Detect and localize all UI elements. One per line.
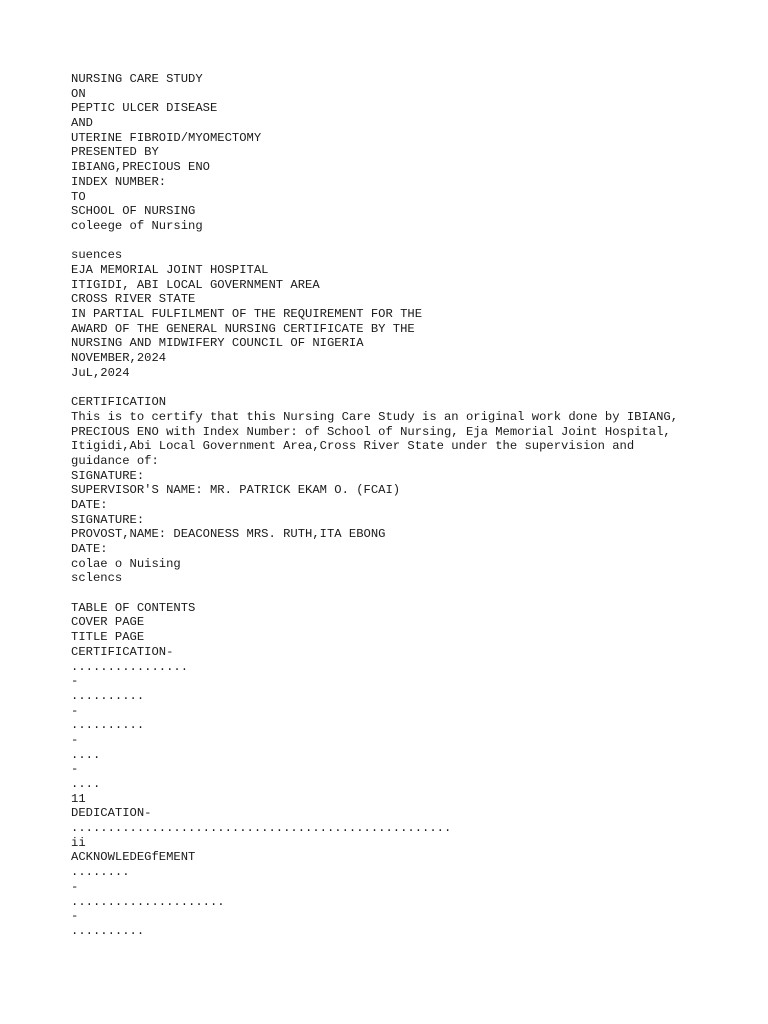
toc-entry: COVER PAGE	[71, 615, 145, 630]
date-line: DATE:	[71, 497, 108, 512]
toc-leader: -	[71, 879, 79, 894]
toc-leader: ....	[71, 747, 101, 762]
text-line: TO	[71, 189, 86, 204]
toc-entry: CERTIFICATION-	[71, 644, 174, 659]
study-title-line: NURSING CARE STUDY	[71, 72, 203, 86]
toc-entry: ACKNOWLEDEGfEMENT	[71, 850, 196, 865]
section-heading: TABLE OF CONTENTS	[71, 600, 196, 615]
toc-entry: DEDICATION-	[71, 806, 152, 821]
paragraph-line: This is to certify that this Nursing Care Study is an original work done by IBIANG,	[71, 409, 679, 424]
toc-page-number: 11	[71, 791, 86, 806]
council-line: NURSING AND MIDWIFERY COUNCIL OF NIGERIA	[71, 336, 364, 351]
toc-entry: TITLE PAGE	[71, 630, 145, 645]
toc-leader: -	[71, 909, 79, 924]
purpose-line: IN PARTIAL FULFILMENT OF THE REQUIREMENT FOR THE	[71, 307, 423, 321]
institution-block	[71, 248, 751, 380]
text-line: coleege of Nursing	[71, 218, 203, 233]
toc-leader: ..........	[71, 923, 145, 938]
title-block	[71, 72, 751, 234]
toc-leader: -	[71, 703, 79, 718]
location-line: ITIGIDI, ABI LOCAL GOVERNMENT AREA	[71, 277, 320, 292]
text-line: ON	[71, 86, 86, 101]
text-line: suences	[71, 248, 123, 263]
certification-block	[71, 395, 751, 586]
blank-line	[71, 380, 751, 395]
toc-leader: ....	[71, 777, 101, 791]
toc-leader: ..........	[71, 718, 145, 733]
author-name-line: IBIANG,PRECIOUS ENO	[71, 160, 210, 175]
purpose-line: AWARD OF THE GENERAL NURSING CERTIFICATE BY THE	[71, 321, 415, 336]
text-line: sclencs	[71, 571, 123, 586]
text-line: PRESENTED BY	[71, 145, 159, 160]
paragraph-line: PRECIOUS ENO with Index Number: of School of Nursing, Eja Memorial Joint Hospital,	[71, 424, 671, 439]
section-heading: CERTIFICATION	[71, 395, 167, 410]
toc-leader: .....................	[71, 894, 225, 909]
toc-leader: -	[71, 732, 79, 747]
date-line: NOVEMBER,2024	[71, 351, 167, 366]
toc-leader: ....................................................	[71, 821, 452, 836]
toc-page-number: ii	[71, 835, 86, 850]
document-page	[71, 72, 751, 939]
blank-line	[71, 586, 751, 601]
hospital-name-line: EJA MEMORIAL JOINT HOSPITAL	[71, 262, 269, 277]
text-line: colae o Nuising	[71, 556, 181, 571]
index-number-line: INDEX NUMBER:	[71, 174, 167, 189]
text-line: AND	[71, 116, 93, 131]
study-topic-line: PEPTIC ULCER DISEASE	[71, 101, 218, 116]
state-line: CROSS RIVER STATE	[71, 292, 196, 307]
supervisor-name-line: SUPERVISOR'S NAME: MR. PATRICK EKAM O. (FCAI)	[71, 483, 401, 498]
toc-leader: ........	[71, 865, 130, 880]
paragraph-line: guidance of:	[71, 453, 159, 468]
toc-leader: ................	[71, 659, 189, 674]
toc-leader: -	[71, 674, 79, 689]
blank-line	[71, 234, 751, 249]
date-line: DATE:	[71, 542, 108, 556]
date-line: JuL,2024	[71, 365, 130, 380]
study-topic-line: UTERINE FIBROID/MYOMECTOMY	[71, 130, 262, 145]
signature-line: SIGNATURE:	[71, 512, 145, 527]
paragraph-line: Itigidi,Abi Local Government Area,Cross River State under the supervision and	[71, 439, 635, 454]
signature-line: SIGNATURE:	[71, 468, 145, 483]
provost-name-line: PROVOST,NAME: DEACONESS MRS. RUTH,ITA EBONG	[71, 527, 386, 542]
school-name-line: SCHOOL OF NURSING	[71, 204, 196, 219]
toc-leader: -	[71, 762, 79, 777]
toc-leader: ..........	[71, 688, 145, 703]
table-of-contents	[71, 601, 751, 939]
